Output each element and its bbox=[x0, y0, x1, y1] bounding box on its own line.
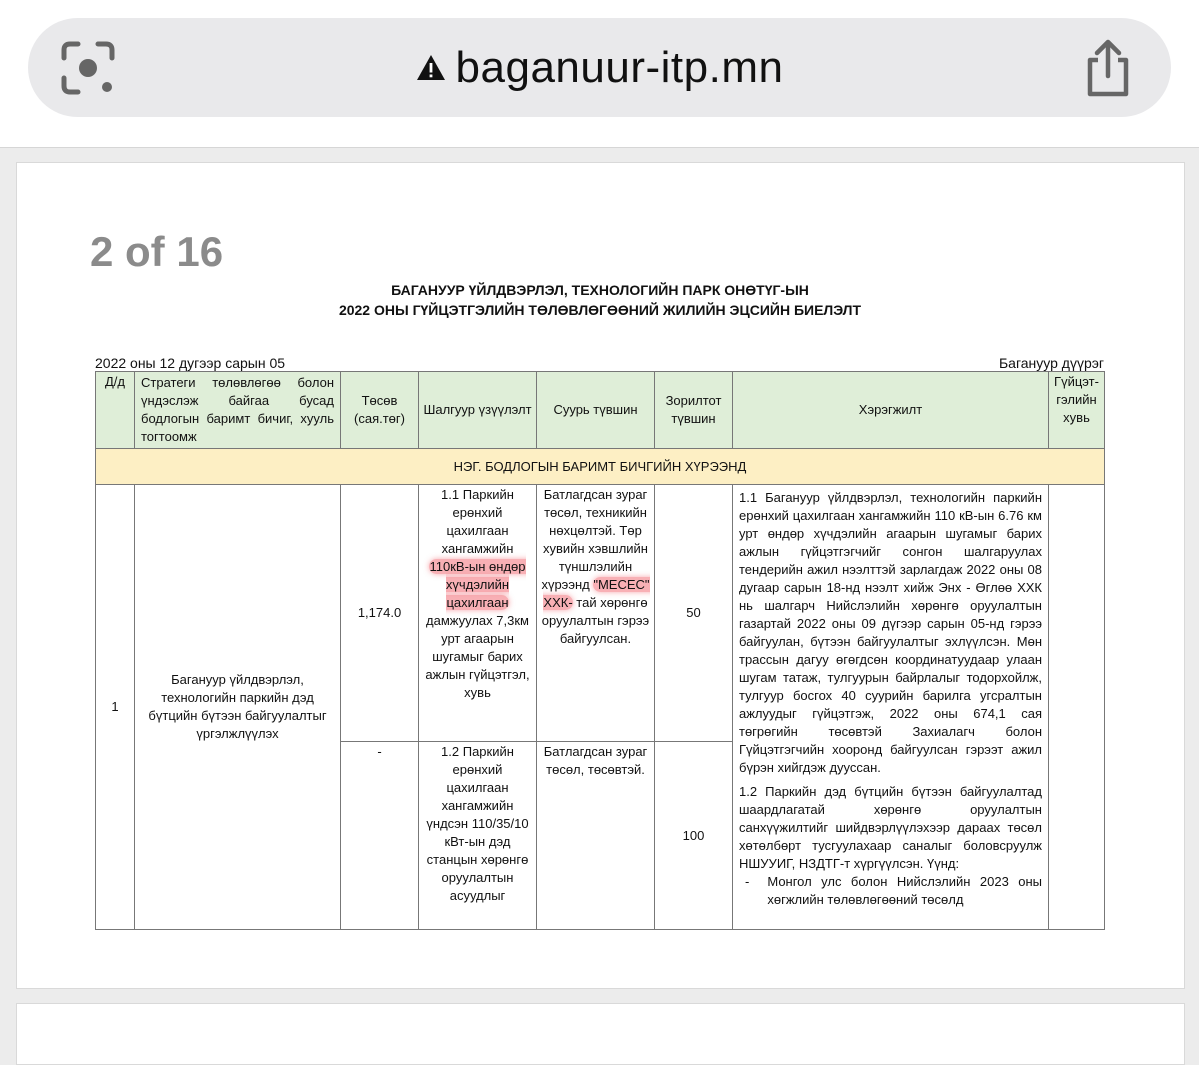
baseline-text-a: Батлагдсан зураг төсөл, техникийн нөхцөлтэй. Төр хувийн хэвшлийн түншлэлийн хүрээнд bbox=[541, 487, 648, 592]
header-percent: Гүйцэт-гэлийн хувь bbox=[1049, 372, 1105, 449]
browser-toolbar bbox=[0, 0, 1199, 148]
header-implementation: Хэрэгжилт bbox=[733, 372, 1049, 449]
url-text: baganuur-itp.mn bbox=[455, 42, 784, 92]
row-criteria-1 bbox=[419, 485, 537, 742]
row-baseline-2: Батлагдсан зураг төсөл, төсөвтэй. bbox=[537, 742, 655, 930]
row-target-2: 100 bbox=[655, 742, 733, 930]
document-date: 2022 оны 12 дугээр сарын 05 bbox=[95, 355, 286, 371]
row-num: 1 bbox=[96, 485, 135, 930]
bullet-text: Монгол улс болон Нийслэлийн 2023 оны хөгжлийн төлөвлөгөөний төсөлд bbox=[767, 874, 1042, 907]
header-baseline: Суурь түвшин bbox=[537, 372, 655, 449]
share-icon[interactable] bbox=[1080, 38, 1136, 98]
table-header-row bbox=[96, 372, 1105, 449]
bullet-mark: - bbox=[745, 874, 750, 889]
row-target-1: 50 bbox=[655, 485, 733, 742]
document-place: Багануур дүүрэг bbox=[998, 355, 1104, 371]
plan-table bbox=[95, 371, 1105, 930]
row-budget-2: - bbox=[341, 742, 419, 930]
section-title: НЭГ. БОДЛОГЫН БАРИМТ БИЧГИЙН ХҮРЭЭНД bbox=[96, 449, 1105, 485]
camera-lens-icon[interactable] bbox=[60, 40, 116, 96]
row-baseline-1 bbox=[537, 485, 655, 742]
page-counter: 2 of 16 bbox=[90, 228, 224, 275]
header-strategy: Стратеги төлөвлөгөө болон үндэслэж байгаа бусад бодлогын баримт бичиг, хууль тогтоомж bbox=[135, 372, 341, 449]
document-title-line1: БАГАНУУР ҮЙЛДВЭРЛЭЛ, ТЕХНОЛОГИЙН ПАРК ОНӨТҮГ-ЫН bbox=[391, 282, 809, 298]
row-strategy: Багануур үйлдвэрлэл, технологийн паркийн дэд бүтцийн бүтээн байгуулалтыг үргэлжлүүлэх bbox=[135, 485, 341, 930]
header-num: Д/д bbox=[96, 372, 135, 449]
header-criteria: Шалгуур үзүүлэлт bbox=[419, 372, 537, 449]
baseline-text-b: тай хөрөнгө оруулалтын гэрээ байгуулсан. bbox=[541, 595, 650, 646]
pdf-next-page bbox=[16, 1003, 1185, 1065]
warning-icon bbox=[416, 53, 446, 83]
row-percent bbox=[1049, 485, 1105, 930]
implementation-para-1: 1.1 Багануур үйлдвэрлэл, технологийн паркийн ерөнхий цахилгаан хангамжийн 110 кВ-ын 6.76 км урт өндөр хүчдэлийн агаарын шугамыг барих ажлын гүйцэтгэгчийг сонгон шалгаруулах тендерийн ажил нээлттэй зарлагдаж 2022 оны 08 дугаар сарын 18-нд нээлт хийж Энх - Өглөө ХХК нь шалгарч Нийслэлийн хөрөнгө оруулалтын газартай 2022 оны 09 дүгээр сарын 05-нд гэрээ байгуулан, бүтээн байгуулалтыг эхлүүлсэн. Мөн трассын дагуу өгөгдсөн координатуудаар улаан шугам татаж, тулгуурын байрлалыг тодорхойлж, тулгуур босгох 40 суурийн барилга угсралтын ажлуудыг гүйцэтгэж, 2022 оны 674,1 сая төгрөгийн төсөвтэй Захиалагч болон Гүйцэтгэгчийн хооронд байгуулсан гэрээт ажил бүрэн хийгдэж дууссан. bbox=[739, 490, 1042, 775]
document-title-line2: 2022 ОНЫ ГҮЙЦЭТГЭЛИЙН ТӨЛӨВЛӨГӨӨНИЙ ЖИЛИЙН ЭЦСИЙН БИЕЛЭЛТ bbox=[338, 302, 862, 318]
criteria-text-b: дамжуулах 7,3км урт агаарын шугамыг барих ажлын гүйцэтгэл, хувь bbox=[425, 613, 530, 700]
row-implementation bbox=[733, 485, 1049, 930]
criteria-highlight: 110кВ-ын өндөр хүчдэлийн цахилгаан bbox=[429, 559, 526, 610]
row-criteria-2: 1.2 Паркийн ерөнхий цахилгаан хангамжийн үндсэн 110/35/10 кВт-ын дэд станцын хөрөнгө оруулалтын асуудлыг bbox=[419, 742, 537, 930]
table-row bbox=[96, 485, 1105, 742]
implementation-bullet bbox=[739, 873, 1042, 909]
row-budget-1: 1,174.0 bbox=[341, 485, 419, 742]
section-row bbox=[96, 449, 1105, 485]
header-target: Зорилтот түвшин bbox=[655, 372, 733, 449]
baseline-highlight: "МЕСЕС" ХХК- bbox=[543, 577, 650, 610]
header-budget: Төсөв (сая.төг) bbox=[341, 372, 419, 449]
implementation-para-2: 1.2 Паркийн дэд бүтцийн бүтээн байгуулалтад шаардлагатай хөрөнгө оруулалтын санхүүжилтийг шийдвэрлүүлэхээр дараах төсөл хөтөлбөрт тусгуулахаар саналыг боловсруулж НШУУИГ, НЗДТГ-т хүргүүлсэн. Үүнд: bbox=[739, 784, 1042, 871]
url-display[interactable] bbox=[0, 18, 1199, 117]
criteria-text-a: 1.1 Паркийн ерөнхий цахилгаан хангамжийн bbox=[441, 487, 514, 556]
